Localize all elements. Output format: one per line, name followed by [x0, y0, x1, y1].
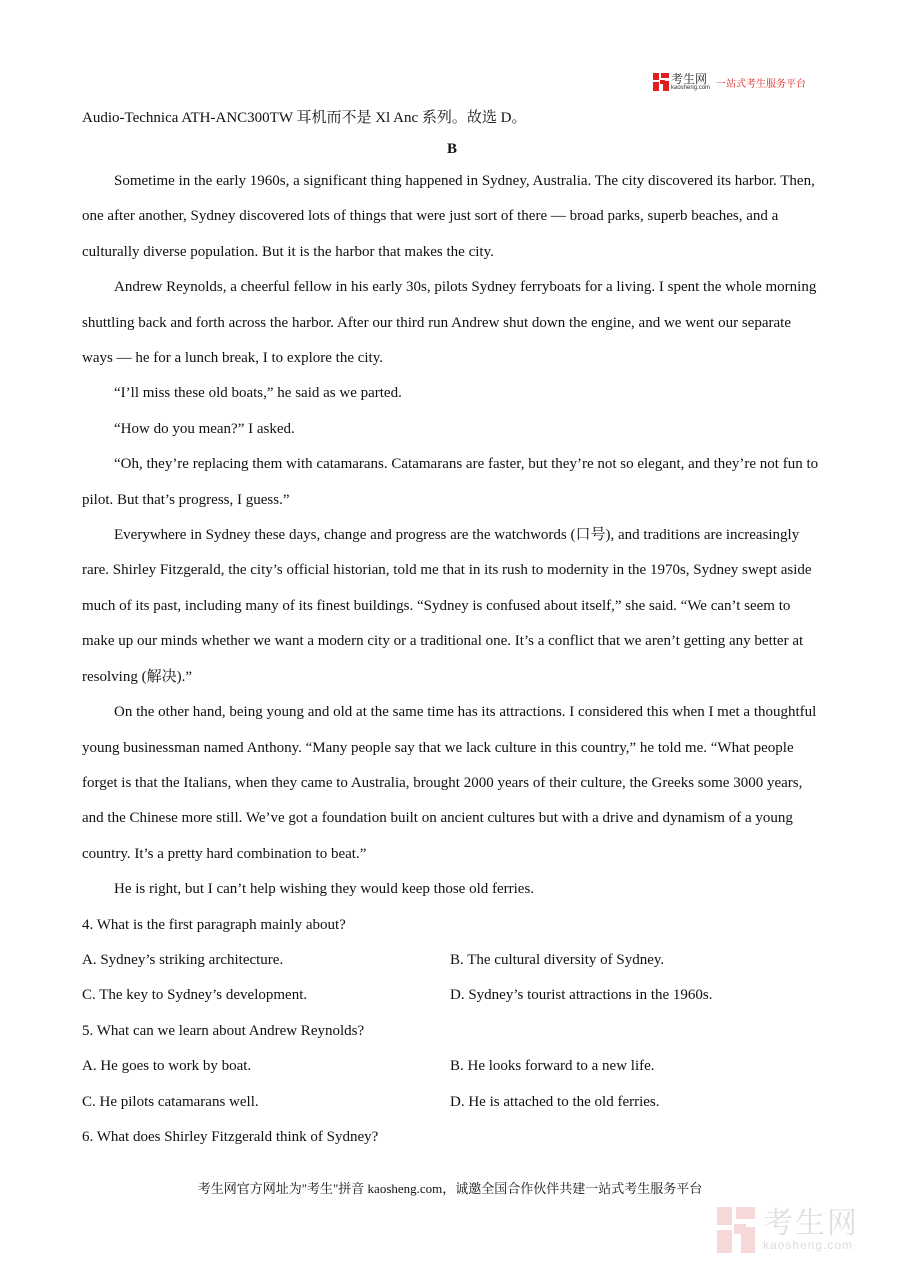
- paragraph: Sometime in the early 1960s, a significant thing happened in Sydney, Australia. The city discovered its harbor. Then, one after another, Sydney discovered lots of things that were just sort of there — broad parks, superb beaches, and a culturally diverse population. But it is the harbor that makes the city.: [82, 173, 815, 260]
- question-5: 5. What can we learn about Andrew Reynolds?: [82, 1022, 365, 1039]
- paragraph: “Oh, they’re replacing them with catamarans. Catamarans are faster, but they’re not so elegant, and they’re not fun to pilot. But that’s progress, I guess.”: [82, 456, 819, 508]
- question-4: 4. What is the first paragraph mainly about?: [82, 916, 346, 933]
- logo-cn: 考生网: [671, 72, 708, 86]
- question-6: 6. What does Shirley Fitzgerald think of Sydney?: [82, 1128, 379, 1145]
- footer-text: 考生网官方网址为"考生"拼音 kaosheng.com，诚邀全国合作伙伴共建一站式考生服务平台: [197, 1181, 703, 1196]
- option: D. He is attached to the old ferries.: [450, 1093, 660, 1110]
- slogan: 一站式考生服务平台: [716, 78, 807, 90]
- option: B. The cultural diversity of Sydney.: [450, 951, 665, 968]
- watermark-logo-icon: [717, 1207, 755, 1253]
- watermark: [717, 1207, 859, 1253]
- paragraph: On the other hand, being young and old at the same time has its attractions. I considered this when I met a thoughtful young businessman named Anthony. “Many people say that we lack culture in this country,” he told me. “What people forget is that the Italians, when they came to Australia, brought 2000 years of their culture, the Greeks some 3000 years, and the Chinese more still. We’ve got a foundation built on ancient cultures but with a drive and dynamism of a young country. It’s a pretty hard combination to beat.”: [82, 704, 817, 862]
- option: C. The key to Sydney’s development.: [82, 987, 308, 1004]
- document-body: [82, 102, 822, 1155]
- option: D. Sydney’s tourist attractions in the 1960s.: [450, 987, 713, 1004]
- paragraph: Andrew Reynolds, a cheerful fellow in his early 30s, pilots Sydney ferryboats for a living. I spent the whole morning shuttling back and forth across the harbor. After our third run Andrew shut down the engine, and we went our separate ways — he for a lunch break, I to explore the city.: [82, 279, 817, 367]
- option: C. He pilots catamarans well.: [82, 1093, 259, 1110]
- option: A. He goes to work by boat.: [82, 1058, 252, 1075]
- option: B. He looks forward to a new life.: [450, 1058, 655, 1075]
- paragraph: “How do you mean?” I asked.: [114, 420, 295, 437]
- watermark-en: kaosheng.com: [763, 1238, 854, 1252]
- paragraph: He is right, but I can’t help wishing they would keep those old ferries.: [114, 881, 535, 898]
- intro-line: Audio-Technica ATH-ANC300TW 耳机而不是 Xl Anc 系列。故选 D。: [82, 110, 527, 126]
- watermark-cn: 考生网: [763, 1206, 859, 1241]
- paragraph: Everywhere in Sydney these days, change and progress are the watchwords (口号), and traditions are increasingly rare. Shirley Fitzgerald, the city’s official historian, told me that in its rush to modernity in the 1970s, Sydney swept aside much of its past, including many of its finest buildings. “Sydney is confused about itself,” she said. “We can’t seem to make up our minds whether we want a modern city or a traditional one. It’s a conflict that we aren’t getting any better at resolving (解决).”: [82, 527, 812, 685]
- option: A. Sydney’s striking architecture.: [82, 951, 284, 968]
- section-heading: B: [446, 141, 457, 157]
- header-logo: [653, 73, 806, 91]
- logo-icon: [653, 73, 669, 91]
- logo-en: kaosheng.com: [671, 85, 711, 91]
- paragraph: “I’ll miss these old boats,” he said as we parted.: [114, 385, 402, 402]
